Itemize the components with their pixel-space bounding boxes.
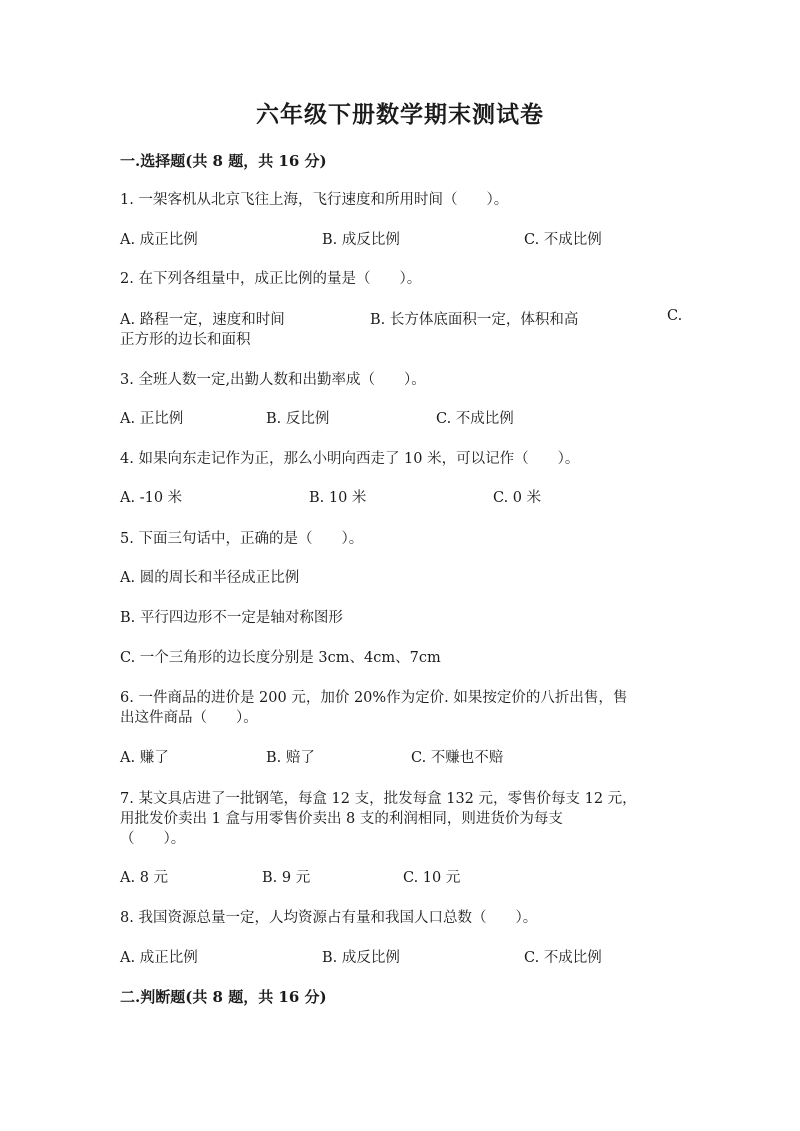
question-4-option-a: A. -10 米 xyxy=(120,490,183,506)
question-2-option-a: A. 路程一定，速度和时间 xyxy=(120,312,285,328)
question-3-option-c: C. 不成比例 xyxy=(436,411,514,427)
question-8-option-b: B. 成反比例 xyxy=(322,950,400,966)
page-title: 六年级下册数学期末测试卷 xyxy=(256,101,544,128)
question-7-text-line1: 7. 某文具店进了一批钢笔，每盒 12 支，批发每盒 132 元，零售价每支 12 元， xyxy=(120,791,637,807)
question-3-option-b: B. 反比例 xyxy=(266,411,330,427)
question-6-option-b: B. 赔了 xyxy=(266,750,315,766)
question-5-option-c: C. 一个三角形的边长度分别是 3cm、4cm、7cm xyxy=(120,650,441,666)
question-2-option-c-text: 正方形的边长和面积 xyxy=(120,332,251,348)
question-4-option-c: C. 0 米 xyxy=(493,490,542,506)
question-1-option-c: C. 不成比例 xyxy=(524,232,602,248)
question-1-text: 1. 一架客机从北京飞往上海，飞行速度和所用时间（ ）。 xyxy=(120,192,509,208)
question-7-option-b: B. 9 元 xyxy=(262,870,311,886)
question-6-text-line2: 出这件商品（ ）。 xyxy=(120,710,258,726)
question-7-text-line3: （ ）。 xyxy=(120,831,186,847)
question-6-text-line1: 6. 一件商品的进价是 200 元，加价 20%作为定价. 如果按定价的八折出售，售 xyxy=(120,690,628,706)
question-1-option-a: A. 成正比例 xyxy=(120,232,198,248)
question-4-option-b: B. 10 米 xyxy=(309,490,367,506)
question-6-option-a: A. 赚了 xyxy=(120,750,169,766)
section-heading-judgement: 二.判断题(共 8 题，共 16 分) xyxy=(120,988,327,1006)
question-3-text: 3. 全班人数一定,出勤人数和出勤率成（ ）。 xyxy=(120,372,426,388)
section-heading-choice: 一.选择题(共 8 题，共 16 分) xyxy=(120,152,327,170)
question-1-option-b: B. 成反比例 xyxy=(322,232,400,248)
question-5-option-b: B. 平行四边形不一定是轴对称图形 xyxy=(120,610,343,626)
question-7-text-line2: 用批发价卖出 1 盒与用零售价卖出 8 支的利润相同，则进货价为每支 xyxy=(120,811,563,827)
question-8-option-c: C. 不成比例 xyxy=(524,950,602,966)
question-5-option-a: A. 圆的周长和半径成正比例 xyxy=(120,570,300,586)
question-5-text: 5. 下面三句话中，正确的是（ ）。 xyxy=(120,531,364,547)
question-7-option-a: A. 8 元 xyxy=(120,870,169,886)
question-3-option-a: A. 正比例 xyxy=(120,411,184,427)
question-8-option-a: A. 成正比例 xyxy=(120,950,198,966)
question-2-option-c-label: C. xyxy=(667,308,683,324)
question-6-option-c: C. 不赚也不赔 xyxy=(411,750,504,766)
question-7-option-c: C. 10 元 xyxy=(403,870,461,886)
question-8-text: 8. 我国资源总量一定，人均资源占有量和我国人口总数（ ）。 xyxy=(120,910,538,926)
question-4-text: 4. 如果向东走记作为正，那么小明向西走了 10 米，可以记作（ ）。 xyxy=(120,451,580,467)
question-2-option-b: B. 长方体底面积一定，体积和高 xyxy=(370,312,579,328)
question-2-text: 2. 在下列各组量中，成正比例的量是（ ）。 xyxy=(120,271,422,287)
